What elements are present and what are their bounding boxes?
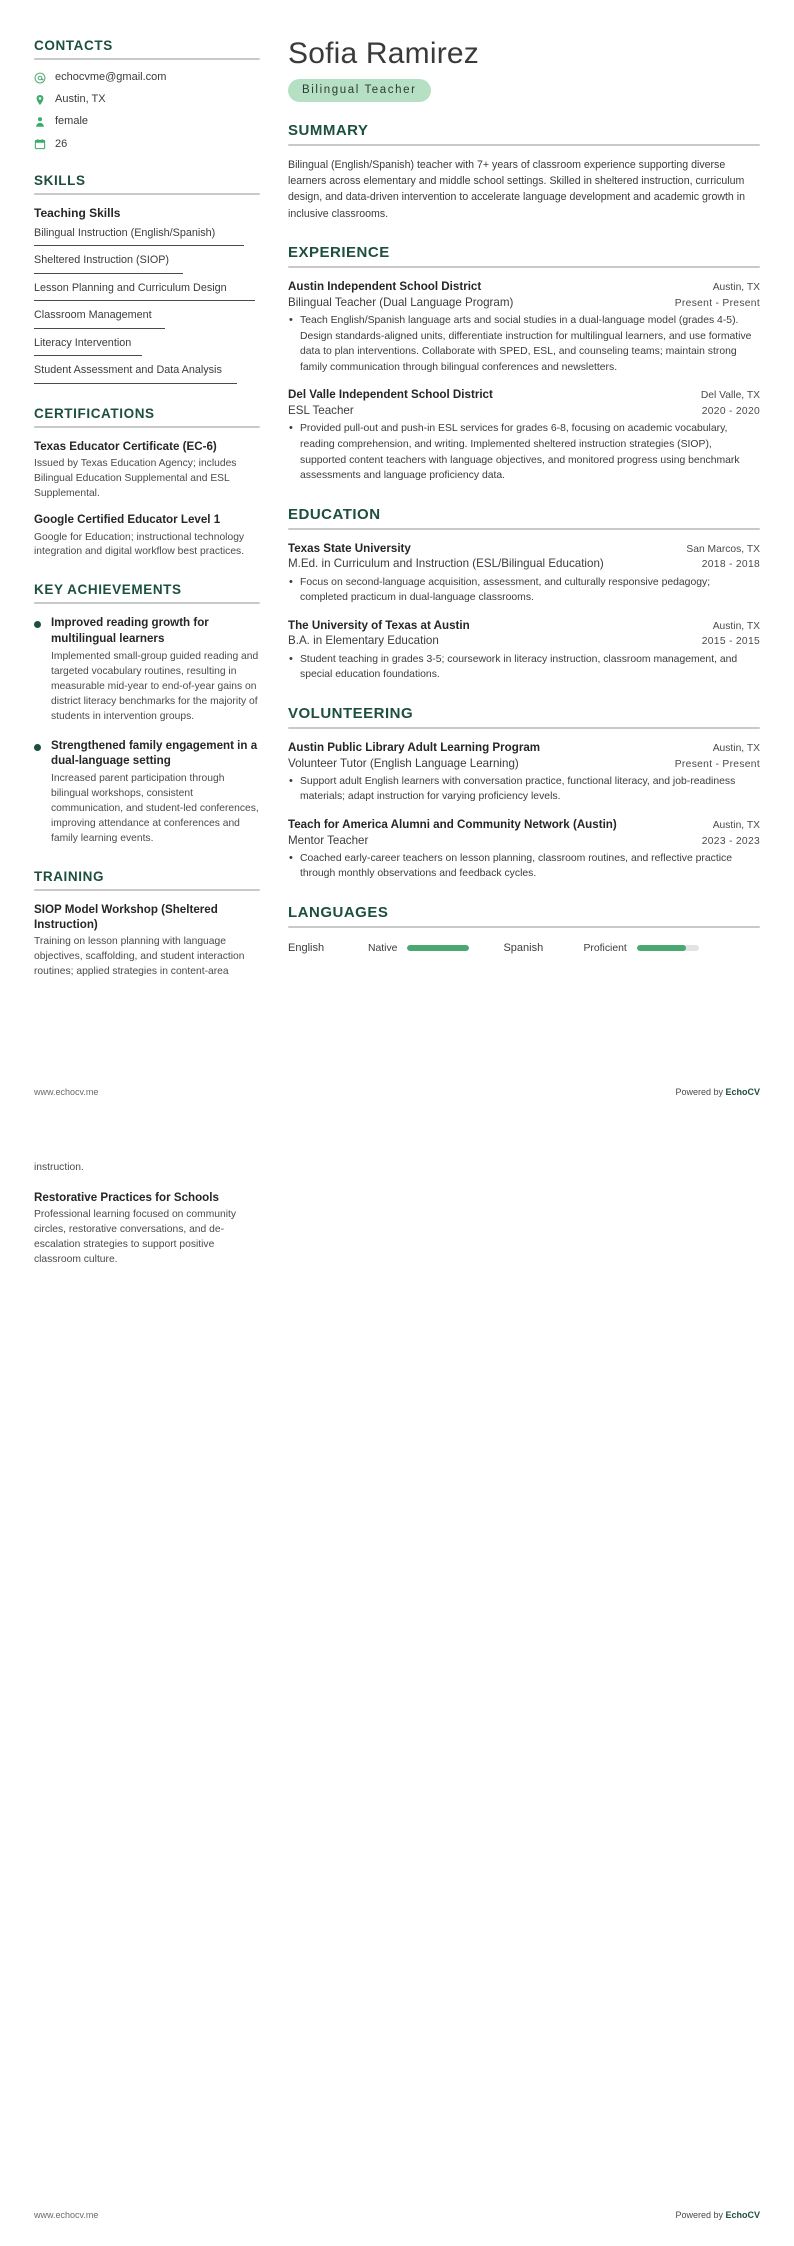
entry-date: 2023 - 2023 (701, 835, 760, 847)
candidate-name: Sofia Ramirez (288, 37, 479, 70)
bullet-item: • Student teaching in grades 3-5; coursework in literacy instruction, classroom management, and special education foundations. (288, 652, 760, 683)
contact-gender-text: female (55, 115, 89, 128)
experience-entry (288, 387, 760, 483)
main-content (276, 38, 760, 976)
languages-section (288, 904, 760, 954)
section-divider (34, 58, 260, 60)
entry-date: 2015 - 2015 (701, 636, 760, 648)
bullet-dot-icon (34, 744, 41, 751)
section-divider (288, 266, 760, 268)
skill-label: Bilingual Instruction (English/Spanish) (34, 226, 216, 239)
section-divider (34, 193, 260, 195)
entry-bullets (288, 421, 760, 483)
key-achievements-section (34, 582, 260, 846)
entry-role: Bilingual Teacher (Dual Language Program) (288, 295, 514, 309)
skill-divider (34, 273, 183, 274)
skill-label: Literacy Intervention (34, 336, 132, 349)
page-footer (34, 2210, 760, 2220)
volunteering-entry (288, 740, 760, 805)
entry-role: Mentor Teacher (288, 833, 369, 847)
entry-degree: B.A. in Elementary Education (288, 634, 439, 648)
entry-organization: Austin Public Library Adult Learning Program (288, 740, 541, 754)
skill-list-item (34, 337, 260, 356)
contact-age-text: 26 (55, 137, 68, 150)
language-level-bar (637, 945, 699, 951)
entry-organization: Texas State University (288, 541, 411, 555)
certification-item (34, 439, 260, 502)
achievement-item (34, 738, 260, 847)
skill-list-item (34, 282, 260, 301)
page-footer (34, 1087, 760, 1097)
language-level: Proficient (583, 942, 627, 954)
entry-date: Present - Present (674, 297, 760, 309)
entry-location: Del Valle, TX (700, 390, 760, 402)
entry-bullets (288, 774, 760, 805)
entry-role: Volunteer Tutor (English Language Learning) (288, 756, 519, 770)
training-section (34, 869, 260, 980)
language-item (288, 942, 469, 954)
skill-divider (34, 300, 255, 301)
footer-powered-by (675, 2210, 760, 2220)
training-name: Restorative Practices for Schools (34, 1190, 219, 1204)
footer-website[interactable]: www.echocv.me (34, 2210, 99, 2220)
bullet-item: • Provided pull-out and push-in ESL services for grades 6-8, focusing on academic vocabulary, reading comprehension, and writing. Implemented sheltered instruction strategies (SIOP), supported content teachers with language objectives, and monitored progress using benchmark assessments and language proficiency data. (288, 421, 760, 483)
languages-heading: LANGUAGES (288, 904, 389, 922)
contact-email[interactable] (34, 71, 260, 84)
entry-location: Austin, TX (712, 819, 760, 831)
training-name: SIOP Model Workshop (Sheltered Instruction) (34, 902, 218, 931)
training-desc: Professional learning focused on community circles, restorative conversations, and de-escalation strategies to support positive classroom culture. (34, 1208, 237, 1265)
page-columns (34, 38, 760, 1002)
volunteering-heading: VOLUNTEERING (288, 704, 414, 722)
section-divider (34, 602, 260, 604)
contact-location[interactable] (34, 93, 260, 106)
training-desc: Training on lesson planning with language objectives, scaffolding, and student interaction routines; applied strategies in content-area (34, 935, 245, 977)
skill-list-item (34, 364, 260, 383)
section-divider (34, 426, 260, 428)
certifications-heading: CERTIFICATIONS (34, 405, 155, 421)
sidebar-continued (34, 1161, 276, 1279)
language-level: Native (368, 942, 398, 954)
contacts-heading: CONTACTS (34, 38, 113, 53)
contact-email-text: echocvme@gmail.com (55, 71, 167, 83)
role-badge: Bilingual Teacher (288, 79, 431, 102)
achievement-item (34, 615, 260, 724)
education-entry (288, 618, 760, 683)
section-divider (288, 727, 760, 729)
experience-heading: EXPERIENCE (288, 244, 390, 262)
experience-section (288, 244, 760, 484)
achievement-desc: Increased parent participation through bilingual workshops, consistent communication, and student-led conferences, improving attendance at conferences and family learning events. (51, 773, 259, 844)
achievement-title: Strengthened family engagement in a dual-language setting (51, 738, 258, 767)
footer-powered-prefix: Powered by (675, 2210, 726, 2220)
skill-label: Classroom Management (34, 309, 152, 322)
training-desc-continued: instruction. (34, 1162, 84, 1173)
achievement-title: Improved reading growth for multilingual learners (51, 616, 209, 645)
entry-bullets (288, 575, 760, 606)
person-icon (34, 116, 46, 128)
language-name: English (288, 942, 325, 955)
language-item (503, 942, 698, 954)
certification-name: Texas Educator Certificate (EC-6) (34, 439, 217, 453)
certifications-section (34, 406, 260, 561)
entry-location: Austin, TX (712, 620, 760, 632)
entry-date: Present - Present (674, 758, 760, 770)
entry-location: Austin, TX (712, 282, 760, 294)
volunteering-section (288, 705, 760, 882)
entry-location: Austin, TX (712, 742, 760, 754)
certification-desc: Google for Education; instructional technology integration and digital workflow best practices. (34, 531, 245, 558)
entry-bullets (288, 652, 760, 683)
bullet-item: • Focus on second-language acquisition, assessment, and culturally responsive pedagogy; completed practicum in dual-language classrooms. (288, 575, 760, 606)
skill-list-item (34, 254, 260, 273)
education-section (288, 506, 760, 683)
footer-powered-by (675, 1087, 760, 1097)
section-divider (288, 144, 760, 146)
location-pin-icon (34, 94, 46, 106)
education-heading: EDUCATION (288, 505, 381, 523)
achievement-desc: Implemented small-group guided reading and targeted vocabulary routines, resulting in measurable mid-year to end-of-year gains on district literacy benchmarks for the majority of students in intervention groups. (51, 650, 259, 722)
skills-group-title: Teaching Skills (34, 205, 121, 220)
languages-row (288, 942, 760, 954)
summary-text: Bilingual (English/Spanish) teacher with 7+ years of classroom experience supporting diverse learners across elementary and middle school settings. Skilled in sheltered instruction, curriculum design, and data-driven intervention to accelerate language development and academic growth in inclusive classrooms. (288, 158, 746, 220)
skill-divider (34, 328, 165, 329)
bullet-item: • Coached early-career teachers on lesson planning, classroom routines, and reflective practice through monthly observations and feedback cycles. (288, 851, 760, 882)
contact-location-text: Austin, TX (55, 93, 106, 106)
certification-item (34, 512, 260, 560)
skills-heading: SKILLS (34, 172, 86, 188)
certification-desc: Issued by Texas Education Agency; includes Bilingual Education Supplemental and ESL Supplemental. (34, 457, 237, 499)
section-divider (34, 889, 260, 891)
summary-heading: SUMMARY (288, 121, 369, 139)
entry-degree: M.Ed. in Curriculum and Instruction (ESL/Bilingual Education) (288, 557, 604, 571)
entry-organization: Del Valle Independent School District (288, 388, 493, 402)
experience-entry (288, 279, 760, 375)
training-item (34, 902, 260, 980)
section-divider (288, 528, 760, 530)
entry-organization: Austin Independent School District (288, 280, 482, 294)
skills-section (34, 173, 260, 384)
education-entry (288, 541, 760, 606)
entry-organization: Teach for America Alumni and Community Network (Austin) (288, 817, 617, 831)
footer-brand: EchoCV (725, 1087, 760, 1097)
contact-gender (34, 115, 260, 128)
skill-list-item (34, 227, 260, 246)
skill-label: Sheltered Instruction (SIOP) (34, 254, 170, 267)
skill-label: Lesson Planning and Curriculum Design (34, 281, 227, 294)
entry-bullets (288, 313, 760, 375)
footer-brand: EchoCV (725, 2210, 760, 2220)
bullet-item: • Support adult English learners with conversation practice, functional literacy, and job-readiness materials; adapt instruction for varying proficiency levels. (288, 774, 760, 805)
certification-name: Google Certified Educator Level 1 (34, 513, 221, 527)
entry-organization: The University of Texas at Austin (288, 618, 470, 632)
language-level-bar (407, 945, 469, 951)
header-block (288, 38, 760, 122)
section-divider (288, 926, 760, 928)
entry-role: ESL Teacher (288, 404, 354, 418)
entry-bullets (288, 851, 760, 882)
bullet-dot-icon (34, 621, 41, 628)
contact-age (34, 138, 260, 151)
language-name: Spanish (503, 942, 544, 955)
training-heading: TRAINING (34, 868, 105, 884)
entry-date: 2020 - 2020 (701, 406, 760, 418)
resume-page-2 (0, 1123, 794, 2246)
at-email-icon (34, 72, 46, 84)
key-achievements-heading: KEY ACHIEVEMENTS (34, 582, 182, 598)
volunteering-entry (288, 817, 760, 882)
skill-divider (34, 245, 244, 246)
footer-website[interactable]: www.echocv.me (34, 1087, 99, 1097)
skill-label: Student Assessment and Data Analysis (34, 364, 222, 377)
calendar-icon (34, 138, 46, 150)
skill-divider (34, 355, 142, 356)
sidebar (34, 38, 276, 1002)
entry-date: 2018 - 2018 (701, 559, 760, 571)
summary-section (288, 122, 760, 223)
bullet-item: • Teach English/Spanish language arts and social studies in a dual-language model (grades 4-5). Design standards-aligned units, differentiate instruction for multilingual learners, and use formative data to plan interventions. Collaborate with SPED, ESL, and counseling teams; maintain strong family communication through bilingual conferences and newsletters. (288, 313, 760, 375)
footer-powered-prefix: Powered by (675, 1087, 726, 1097)
entry-location: San Marcos, TX (686, 543, 760, 555)
training-item (34, 1190, 260, 1268)
skill-list-item (34, 309, 260, 328)
contacts-section (34, 38, 260, 151)
skill-divider (34, 383, 237, 384)
